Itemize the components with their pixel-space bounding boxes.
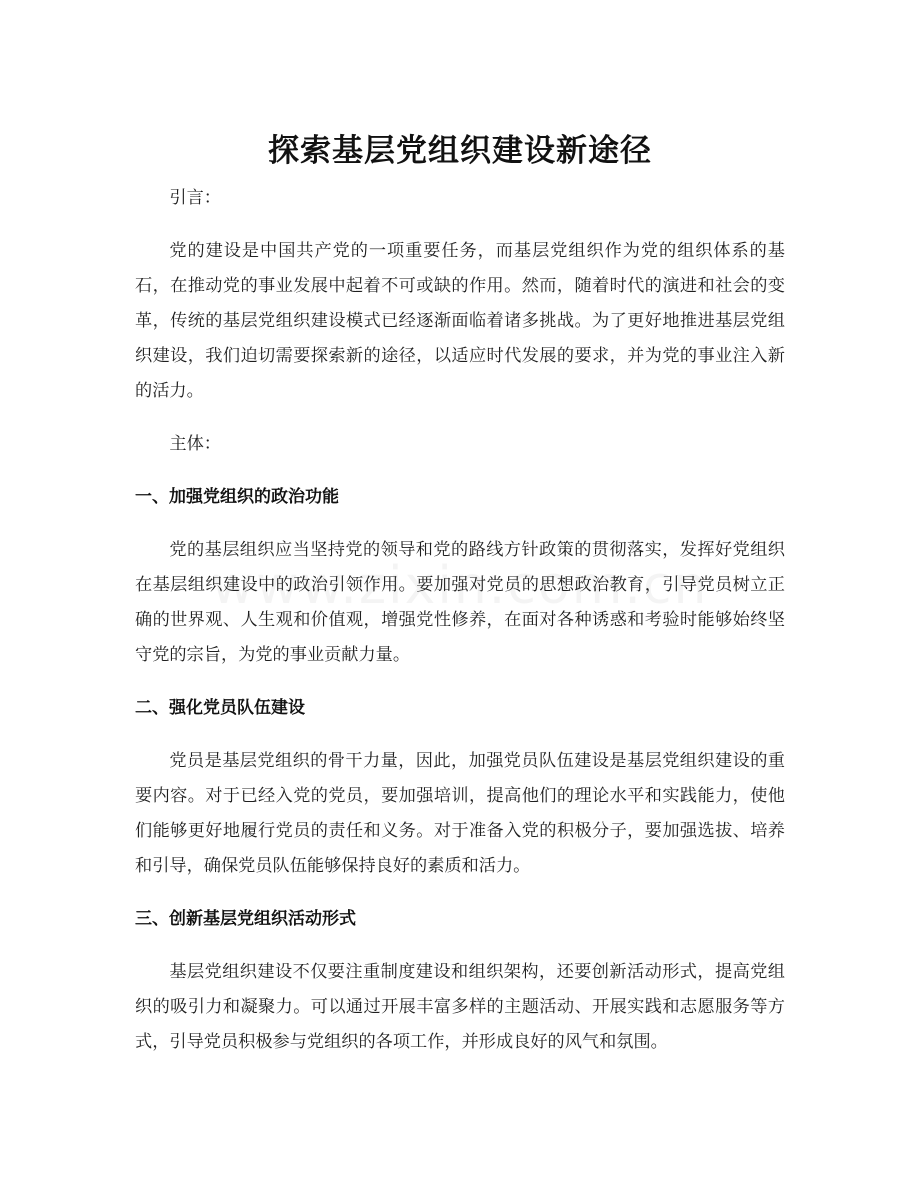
section-paragraph-2: 党员是基层党组织的骨干力量，因此，加强党员队伍建设是基层党组织建设的重要内容。对于已经入党的党员，要加强培训，提高他们的理论水平和实践能力，使他们能够更好地履行党员的责任和义务。对于准备入党的积极分子，要加强选拔、培养和引导，确保党员队伍能够保持良好的素质和活力。 [135,751,785,876]
section-paragraph-3: 基层党组织建设不仅要注重制度建设和组织架构，还要创新活动形式，提高党组织的吸引力和凝聚力。可以通过开展丰富多样的主题活动、开展实践和志愿服务等方式，引导党员积极参与党组织的各项工作，并形成良好的风气和氛围。 [135,962,785,1052]
intro-label: 引言： [169,188,221,208]
section-heading-1: 一、加强党组织的政治功能 [135,487,339,507]
section-paragraph-1: 党的基层组织应当坚持党的领导和党的路线方针政策的贯彻落实，发挥好党组织在基层组织建设中的政治引领作用。要加强对党员的思想政治教育，引导党员树立正确的世界观、人生观和价值观，增强党性修养，在面对各种诱惑和考验时能够始终坚守党的宗旨，为党的事业贡献力量。 [135,540,785,665]
page-title: 探索基层党组织建设新途径 [268,132,652,169]
body-label: 主体： [169,434,221,454]
document-body [135,181,785,1078]
intro-paragraph: 党的建设是中国共产党的一项重要任务，而基层党组织作为党的组织体系的基石，在推动党的事业发展中起着不可或缺的作用。然而，随着时代的演进和社会的变革，传统的基层党组织建设模式已经逐渐面临着诸多挑战。为了更好地推进基层党组织建设，我们迫切需要探索新的途径，以适应时代发展的要求，并为党的事业注入新的活力。 [135,241,785,401]
section-heading-3: 三、创新基层党组织活动形式 [135,909,356,929]
section-heading-2: 二、强化党员队伍建设 [135,698,305,718]
